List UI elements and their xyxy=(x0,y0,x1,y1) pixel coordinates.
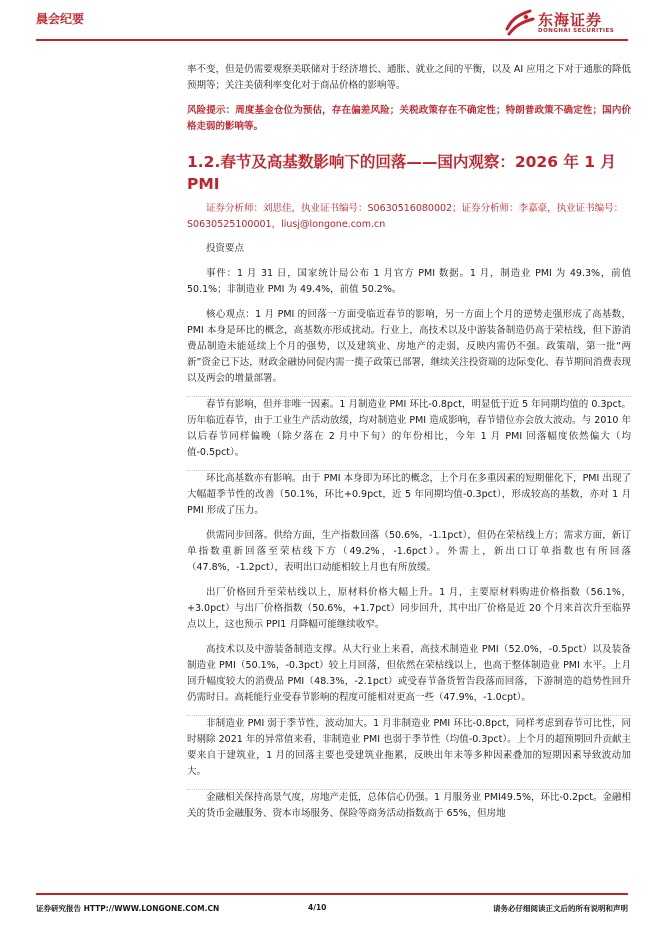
footer-disclaimer: 请务必仔细阅读正文后的所有说明和声明 xyxy=(493,904,628,913)
header-title: 晨会纪要 xyxy=(36,12,85,26)
paragraph-prices: 出厂价格回升至荣枯线以上，原材料价格大幅上升。1 月，主要原材料购进价格指数（56.1%，+3.0pct）与出厂价格指数（50.6%，+1.7pct）同步回升，其中出厂价格是近 20 个月来首次升至临界点以上，这也预示 PPI1 月降幅可能继续收窄。 xyxy=(187,587,631,630)
paragraph-spring-festival: 春节有影响，但并非唯一因素。1 月制造业 PMI 环比-0.8pct，明显低于近 5 年同期均值的 0.3pct。历年临近春节，由于工业生产活动放缓，均对制造业 PMI 造成影响，春节错位亦会放大波动。与 2010 年以后春节同样偏晚（除夕落在 2 月中下旬）的年份相比，今年 1 月 PMI 回落幅度依然偏大（均值-0.5pct）。 xyxy=(187,396,631,461)
paragraph-core-view: 核心观点：1 月 PMI 的回落一方面受临近春节的影响，另一方面上个月的逆势走强形成了高基数，PMI 本身是环比的概念，高基数亦形成扰动。行业上，高技术以及中游装备制造仍高于荣枯线，但下游消费品制造未能延续上个月的强势，以及建筑业、房地产的走弱，反映内需仍不强。政策端，第一批“两新”资金已下达，财政金融协同促内需一揽子政策已部署，继续关注投资端的边际变化、春节期间消费表现以及两会的增量部署。 xyxy=(187,309,631,384)
paragraph-finance: 金融相关保持高景气度，房地产走低，总体信心仍强。1 月服务业 PMI49.5%，环比-0.2pct。金融相关的货币金融服务、资本市场服务、保险等商务活动指数高于 65%，但房地 xyxy=(187,789,631,822)
paragraph-supply-demand: 供需同步回落。供给方面，生产指数回落（50.6%，-1.1pct），但仍在荣枯线上方；需求方面，新订单指数重新回落至荣枯线下方（49.2%，-1.6pct）。外需上，新出口订单指数也有所回落（47.8%，-1.2pct），表明出口动能相较上月也有所放缓。 xyxy=(187,530,631,573)
footer-report-url: 证券研究报告 HTTP://WWW.LONGONE.COM.CN xyxy=(36,904,220,913)
risk-warning: 风险提示：周度基金仓位为预估，存在偏差风险；关税政策存在不确定性；特朗普政策不确定性；国内价格走弱的影响等。 xyxy=(187,105,631,132)
logo-emblem-icon xyxy=(504,7,536,37)
paragraph-high-tech: 高技术以及中游装备制造支撑。从大行业上来看，高技术制造业 PMI（52.0%，-0.5pct）以及装备制造业 PMI（50.1%，-0.3pct）较上月回落，但依然在荣枯线以上，也高于整体制造业 PMI 水平。上月回升幅度较大的消费品 PMI（48.3%，-2.1pct）或受春节备货暂告段落而回落，下游制造的趋势性回升仍需时日。高耗能行业受春节影响的程度可能相对更高一些（47.9%，-1.0cpt）。 xyxy=(187,644,631,703)
paragraph-non-manufacturing: 非制造业 PMI 弱于季节性，波动加大。1 月非制造业 PMI 环比-0.8pct，同样考虑到春节可比性，同时剔除 2021 年的异常值来看，非制造业 PMI 也弱于季节性（均值-0.3pct）。上个月的超预期回升贡献主要来自于建筑业，1 月的回落主要也受建筑业拖累，反映出年末等多种因素叠加的短期因素导致波动加大。 xyxy=(187,715,631,780)
paragraph-high-base: 环比高基数亦有影响。由于 PMI 本身即为环比的概念，上个月在多重因素的短期催化下，PMI 出现了大幅超季节性的改善（50.1%，环比+0.9pct，近 5 年同期均值-0.3pct），形成较高的基数，亦对 1 月 PMI 形成了压力。 xyxy=(187,470,631,519)
logo-english-name: DONGHAI SECURITIES xyxy=(538,28,615,34)
page-number: 4/10 xyxy=(308,903,327,912)
intro-paragraph: 率不变，但是仍需要观察美联储对于经济增长、通胀、就业之间的平衡，以及 AI 应用之下对于通胀的降低预期等；关注美债利率变化对于商品价格的影响等。 xyxy=(187,64,631,91)
paragraph-event: 事件：1 月 31 日，国家统计局公布 1 月官方 PMI 数据。1 月，制造业 PMI 为 49.3%，前值 50.1%；非制造业 PMI 为 49.4%，前值 50.2%。 xyxy=(187,268,631,295)
company-logo xyxy=(504,7,628,39)
page-header xyxy=(0,0,662,44)
investment-points-label: 投资要点 xyxy=(206,243,245,254)
logo-chinese-name: 东海证券 xyxy=(538,11,603,29)
header-divider xyxy=(36,39,628,41)
analyst-info: 证券分析师：刘思佳，执业证书编号：S0630516080002；证券分析师：李嘉豪，执业证书编号：S0630525100001，liusj@longone.com.cn xyxy=(187,203,624,230)
section-title: 1.2.春节及高基数影响下的回落——国内观察：2026 年 1 月 PMI xyxy=(187,153,616,193)
page-footer xyxy=(36,893,628,923)
main-content xyxy=(187,62,631,822)
footer-divider xyxy=(36,893,628,895)
